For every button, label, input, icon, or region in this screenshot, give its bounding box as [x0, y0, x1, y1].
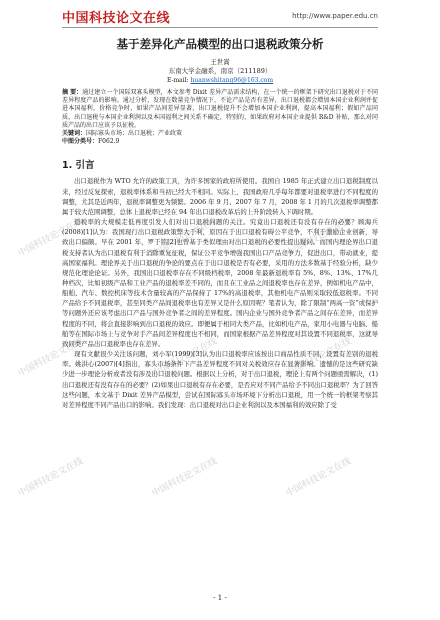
watermark-text: 中国科技论文在线	[284, 336, 353, 380]
abstract-label: 摘 要：	[62, 89, 83, 96]
watermark-text: 中国科技论文在线	[284, 216, 353, 260]
abstract-text: 通过建立一个国际双寡头模型，本文参考 Dixit 差异产品需求结构，在一个统一的框架下研究出口退税对于不同差异程度产品的影响。通过分析，发现在数量竞争情况下，不论产品是否有差异，出口退税都会增加本国企业利润并促进本国福利，价格竞争时，如果产品间差异显著，出口退税提升不会增加本国企业利润，提高本国福利；假如产品同质，出口退税与本国企业利润以及本国福利之间关系不确定，特别的，如果政府对本国企业提供 R&D 补贴，那么对同质产品的出口应该予以征税。	[62, 89, 378, 129]
body-paragraph: 现有文献很少关注该问题，刘小军(1999)[3]认为出口退税率应该按出口商品性质不同，设置有差别的退税率。姚洪心(2007)[4]指出，寡头市场条件下产品差异程度不同对关税效应存在显著影响。遗憾的是这些研究缺少进一步理论分析或者没有涉及出口退税问题。根据以上分析，对于出口退税，理论上有两个问题亟需解决，(1)出口退税还有没有存在的必要？(2)如果出口退税有存在必要，是否应对不同产品给予不同出口退税率？为了回答这些问题，本文基于 Dixit 差异产品模型，尝试在国际寡头市场环境下分析出口退税，用一个统一的框架考察其对差异程度不同产品出口的影响。我们发现：出口退税对出口企业利润以及本国福利的效应除了受	[62, 350, 378, 409]
site-url[interactable]: http://www.paper.edu.cn	[292, 12, 378, 20]
email-link[interactable]: huanwshitang96@163.com	[190, 77, 274, 84]
body-paragraph: 退税率的大规模走低再度引发人们对出口退税问题的关注。究竟出口退税还有没有存在的必要？顾海兵(2008)[1]认为：我国现行出口退税政策弊大于利，原因在于出口退税有碍公平竞争，不利于激励企业创新，导致出口偏颇。早在 2001 年，罗于铭[2]也曾基于类似理由对出口退税的必要性提出疑问。而国内理论界出口退税支持者认为出口退税有利于消除重复征税，保证公平竞争增强我国出口产品竞争力，促进出口，带动就业，提高国家福利。理论界关于出口退税的争论的要点在于出口退税是否有必要，采用的方法多数基于经验分析，缺少规范化理论论证。另外，我国出口退税率存在不同级档税率，2008 年最新退税率有 5%、8%、13%、17%几种档次，比如初级产品和工业产品的退税率差不同的，而且在工业品之间退税率也存在差异，例如机电产品中，船舶、汽车、数控机床等技术含量较高的产品保持了 17%的高退税率，其他机电产品则采取较低退税率。不同产品给予不同退税率，甚至同类产品间退税率也有差异又是什么原因呢？笔者认为，除了限制“两高一资”或保护等问题外还应该考虑出口产品与国外竞争者之间的差异程度。国内企业与国外竞争者产品之间存在差异，而差异程度的不同，将会直接影响到出口退税的效应。即便属于相同大类产品，比如机电产品，家用小电器与电脑、船舶等在国际市场上与竞争对手产品间差异程度也不相同，而国家根据产品差异程度对其设置不同退税率，这就导致同类产品出口退税率也存在差异。	[62, 218, 378, 348]
watermark-text: 中国科技论文在线	[16, 336, 85, 380]
classification	[62, 138, 378, 146]
paper-title: 基于差异化产品模型的出口退税政策分析	[116, 37, 324, 51]
site-logo[interactable]: 中国科技论文在线	[62, 11, 171, 26]
paper-content	[62, 36, 378, 410]
abstract	[62, 89, 378, 130]
section-heading: 1. 引言	[62, 160, 95, 172]
header-divider	[62, 27, 378, 28]
email-label: E-mail:	[166, 77, 191, 84]
keywords-label: 关键词：	[62, 130, 87, 138]
watermark-text: 中国科技论文在线	[150, 216, 219, 260]
watermark-text: 中国科技论文在线	[284, 456, 353, 500]
keywords	[62, 130, 378, 138]
paper-affiliation: 东南大学金融系，南京（211189）	[168, 67, 272, 75]
watermark-text: 中国科技论文在线	[150, 336, 219, 380]
watermark-text: 中国科技论文在线	[150, 456, 219, 500]
paper-author: 王世嵩	[210, 58, 230, 66]
clc-text: F062.9	[98, 138, 120, 146]
page-number: - 1 -	[213, 594, 227, 602]
page-header	[0, 0, 440, 40]
keywords-text: 国际寡头市场；出口退税；产业政策	[86, 130, 183, 138]
watermark-text: 中国科技论文在线	[16, 216, 85, 260]
clc-label: 中图分类号：	[62, 138, 99, 146]
paper-email	[62, 76, 378, 85]
watermark-text: 中国科技论文在线	[16, 456, 85, 500]
body-paragraph: 出口退税作为 WTO 允许的政策工具，为许多国家的政府所使用。我国自 1985 年正式建立出口退税制度以来，经过反复探索，退税率体系和当初已经大不相同。实际上，我国政府几乎每年都要对退税率进行不同程度的调整，尤其是近两年，退税率调整更为频繁。2006 年 9 月、2007 年 7 月，2008 年 1 月的几次退税率调整都属于较大范围调整，总体上退税率已经在 94 年出口退税改革后的上升阶段转入下调时期。	[62, 177, 378, 216]
